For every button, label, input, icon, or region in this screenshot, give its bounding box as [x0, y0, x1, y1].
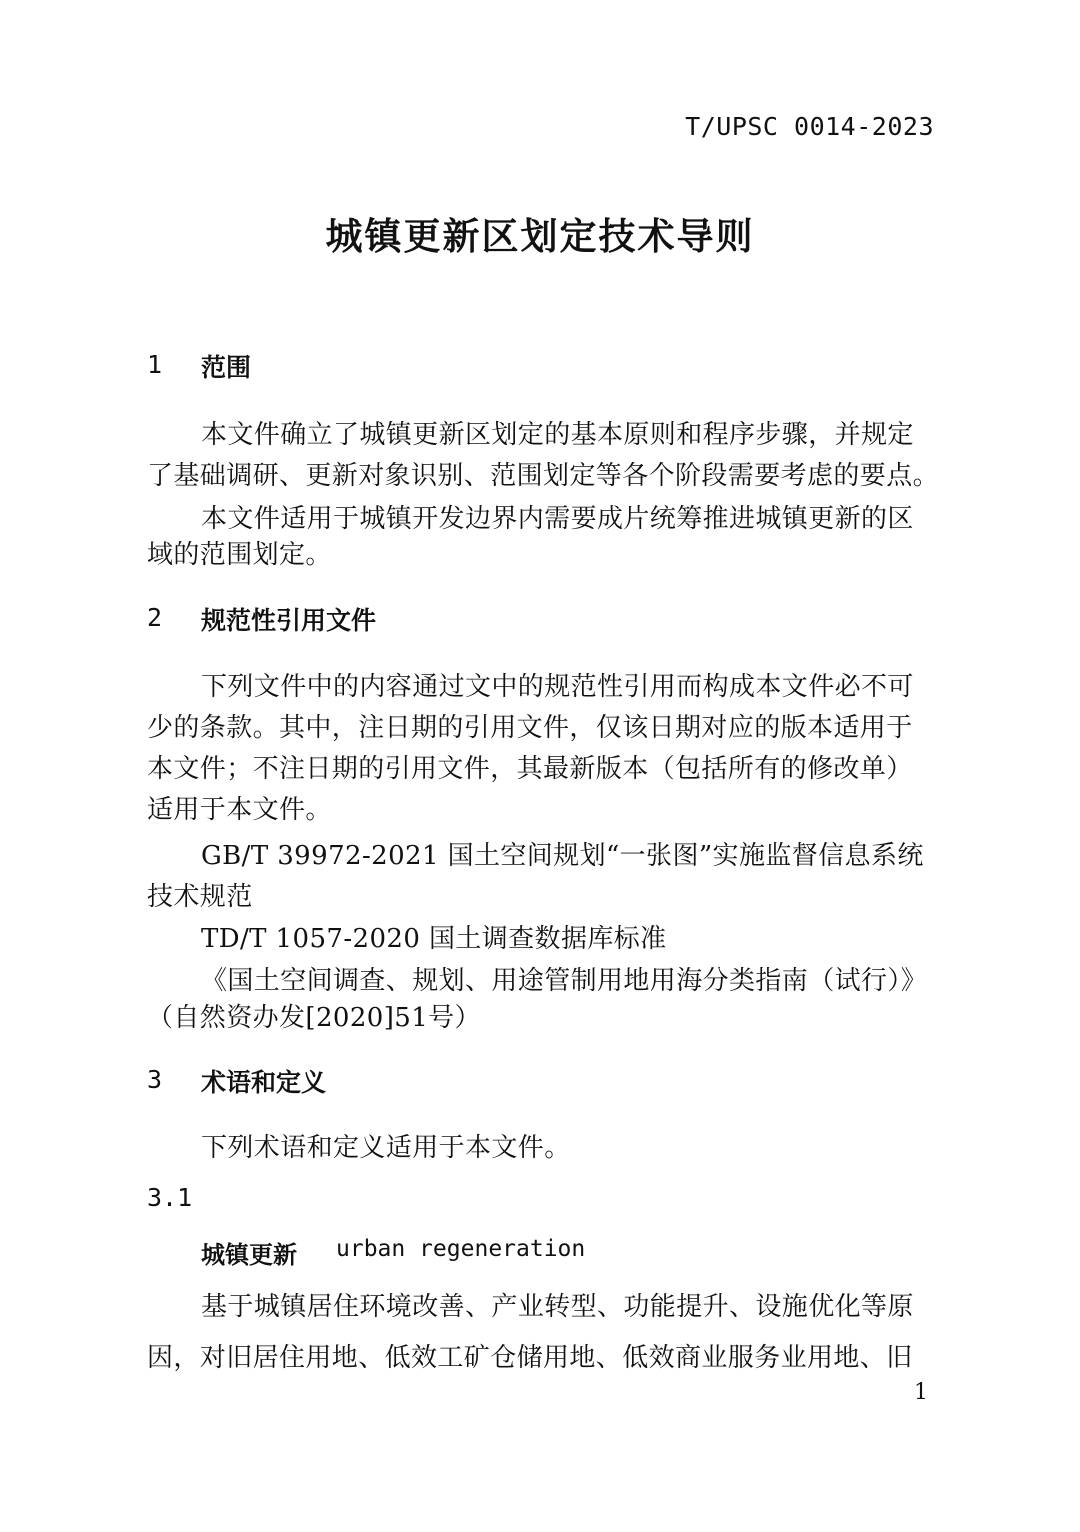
section-3-intro: 下列术语和定义适用于本文件。	[201, 1133, 571, 1163]
section-1-number: 1	[147, 350, 163, 379]
section-1-line: 域的范围划定。	[147, 540, 332, 570]
definition-line: 因，对旧居住用地、低效工矿仓储用地、低效商业服务业用地、旧	[147, 1343, 913, 1373]
section-2-title: 规范性引用文件	[201, 606, 377, 635]
section-2-line: 少的条款。其中，注日期的引用文件，仅该日期对应的版本适用于	[147, 713, 913, 743]
definition-line: 基于城镇居住环境改善、产业转型、功能提升、设施优化等原	[201, 1292, 914, 1322]
section-2-line: 本文件；不注日期的引用文件，其最新版本（包括所有的修改单）	[147, 754, 913, 784]
reference-item: 《国土空间调查、规划、用途管制用地用海分类指南（试行）》	[201, 966, 928, 996]
term-english: urban regeneration	[336, 1236, 586, 1262]
subsection-number: 3.1	[147, 1183, 193, 1212]
section-3-title: 术语和定义	[201, 1068, 327, 1097]
document-code: T/UPSC 0014-2023	[685, 112, 934, 141]
section-2-number: 2	[147, 603, 163, 632]
section-3-number: 3	[147, 1065, 163, 1094]
reference-item: TD/T 1057-2020 国土调查数据库标准	[201, 924, 667, 954]
section-1-title: 范围	[201, 353, 252, 382]
section-1-line: 本文件确立了城镇更新区划定的基本原则和程序步骤，并规定	[201, 420, 914, 450]
term-chinese: 城镇更新	[201, 1241, 297, 1269]
document-title: 城镇更新区划定技术导则	[325, 215, 755, 258]
reference-item-continued: （自然资办发[2020]51号）	[147, 1003, 481, 1033]
section-1-line: 本文件适用于城镇开发边界内需要成片统筹推进城镇更新的区	[201, 504, 914, 534]
page-number: 1	[914, 1380, 928, 1405]
reference-item-continued: 技术规范	[147, 882, 253, 912]
section-2-line: 下列文件中的内容通过文中的规范性引用而构成本文件必不可	[201, 672, 914, 702]
section-1-line: 了基础调研、更新对象识别、范围划定等各个阶段需要考虑的要点。	[147, 461, 940, 491]
section-2-line: 适用于本文件。	[147, 795, 332, 825]
reference-item: GB/T 39972-2021 国土空间规划“一张图”实施监督信息系统	[201, 841, 924, 871]
